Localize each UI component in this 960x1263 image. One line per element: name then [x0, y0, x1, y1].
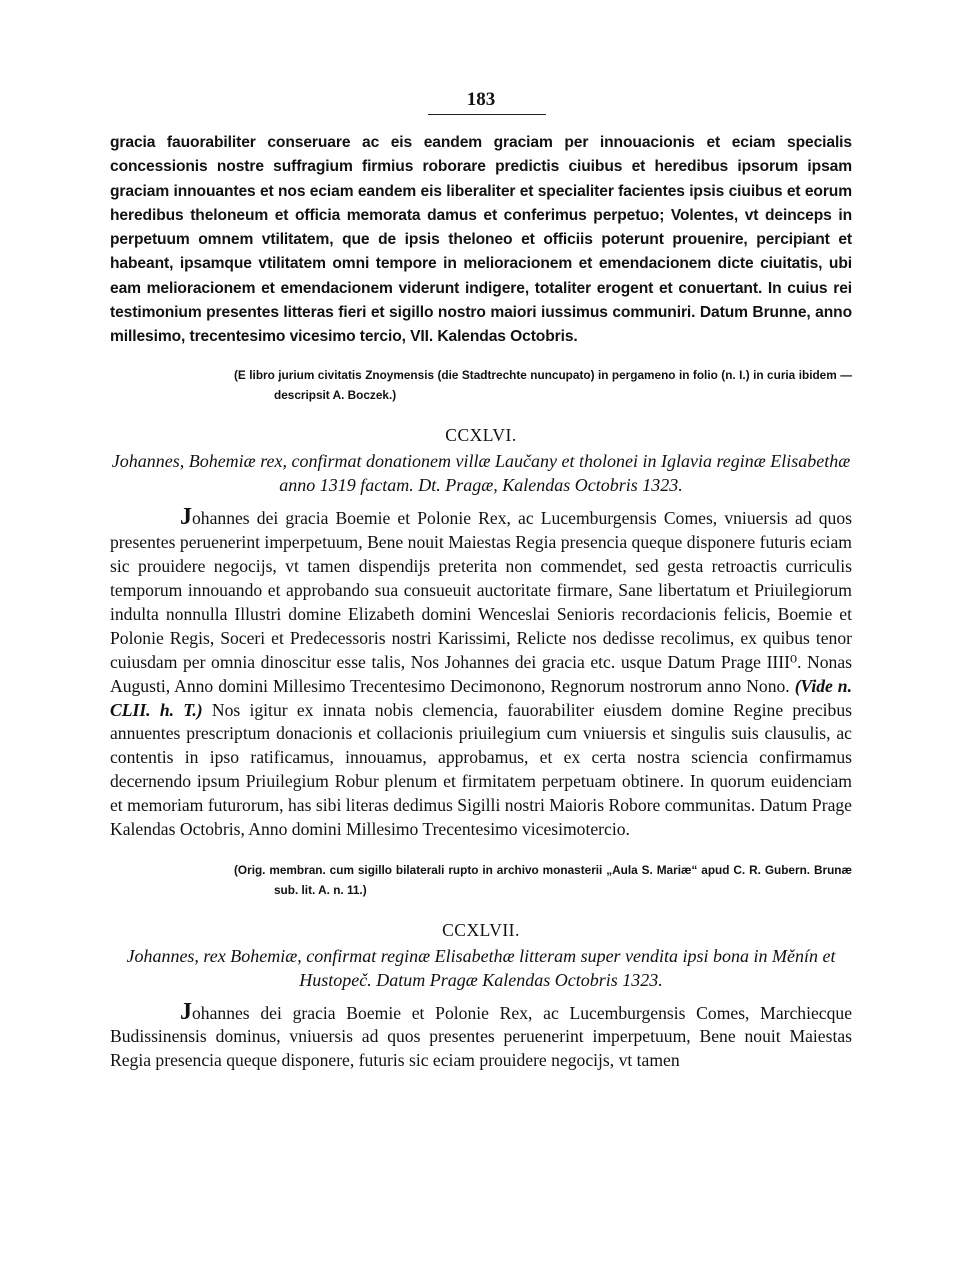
- charter-text-246-part-b: Nos igitur ex innata nobis clemencia, fauorabiliter eiusdem domine Regine precibus annuentes prescriptum donacionis et collacionis priuilegium cum vniuersis et singulis suis clausulis, ac contentis in ipso ratificamus, innouamus, approbamus, et ex certa nostra sciencia confirmamus decernendo ipsum Priuilegium Robur plenum et firmitatem perpetuam obtinere. In quorum euidenciam et memoriam futurorum, has sibi literas dedimus Sigilli nostri Maioris Robore communitas. Datum Prage Kalendas Octobris, Anno domini Millesimo Trecentesimo vicesimotercio.: [110, 699, 852, 840]
- charter-text-247: [110, 998, 852, 1074]
- continuation-source-note: (E libro jurium civitatis Znoymensis (die Stadtrechte nuncupato) in pergameno in folio (n. I.) in curia ibidem — descripsit A. Boczek.): [234, 368, 852, 403]
- regest-246: Johannes, Bohemiæ rex, confirmat donationem villæ Laučany et tholonei in Iglavia reginæ Elisabethæ anno 1319 factam. Dt. Pragæ, Kalendas Octobris 1323.: [111, 451, 851, 496]
- document-number-246: CCXLVI.: [445, 425, 517, 446]
- source-note-246: (Orig. membran. cum sigillo bilaterali rupto in archivo monasterii „Aula S. Mariæ“ apud C. R. Gubern. Brunæ sub. lit. A. n. 11.): [234, 862, 852, 897]
- initial-letter: J: [180, 504, 192, 531]
- cross-reference: (Vide n. CLII. h. T.): [110, 675, 852, 720]
- charter-text-246-part-a: ohannes dei gracia Boemie et Polonie Rex, ac Lucemburgensis Comes, vniuersis ad quos presentes peruenerint imperpetuum, Bene nouit Maiestas Regia presencia queque disponere futuris eciam sic prouidere negocijs, vt tamen dispendijs preterita non commendet, sed gesta retroactis curriculis temporum innouando et approbando sua consueuit auctoritate firmare, Sane libertatum et Priuilegiorum indulta nonnulla Illustri domine Elizabeth domini Wenceslai Senioris recordacionis felicis, Boemie et Polonie Regis, Soceri et Predecessoris nostri Karissimi, Relicte nos dedisse recolimus, ex quibus tenor cuiusdam per omnia dinoscitur esse talis, Nos Johannes dei gracia etc. usque Datum Prage IIII⁰. Nonas Augusti, Anno domini Millesimo Trecentesimo Decimonono, Regnorum nostrorum anno Nono.: [110, 508, 852, 696]
- continuation-text: gracia fauorabiliter conseruare ac eis eandem graciam per innouacionis et eciam specialis concessionis nostre suffragium firmius roborare predictis ciuibus et heredibus ipsorum ipsam graciam innouantes et nos eciam eandem eis liberaliter et specialiter facientes ipsis ciuibus et eorum heredibus theloneum et officia memorata damus et conferimus perpetuo; Volentes, vt deinceps in perpetuum omnem vtilitatem, que de ipsis theloneo et officiis poterunt prouenire, percipiant et habeant, ipsamque vtilitatem omni tempore in melioracionem et emendacionem dicte ciuitatis, ubi eam melioracionem et emendacionem viderunt indigere, totaliter erogent et conuertant. In cuius rei testimonium presentes litteras fieri et sigillo nostro maiori iussimus communiri. Datum Brunne, anno millesimo, trecentesimo vicesimo tercio, VII. Kalendas Octobris.: [110, 134, 852, 346]
- regest-247: Johannes, rex Bohemiæ, confirmat reginæ Elisabethæ litteram super vendita ipsi bona in Měnín et Hustopeč. Datum Pragæ Kalendas Octobris 1323.: [126, 945, 836, 990]
- initial-letter: J: [180, 998, 192, 1025]
- page-number-rule: [428, 114, 546, 115]
- charter-text-247-body: ohannes dei gracia Boemie et Polonie Rex, ac Lucemburgensis Comes, Marchiecque Budissinensis dominus, vniuersis ad quos presentes peruenerint imperpetuum, Bene nouit Maiestas Regia presencia queque disponere, futuris sic eciam prouidere negocijs, vt tamen: [110, 1002, 852, 1071]
- page-number: 183: [466, 89, 496, 110]
- book-page: [110, 88, 852, 1091]
- document-number-247: CCXLVII.: [442, 919, 520, 940]
- charter-text-246: [110, 504, 852, 842]
